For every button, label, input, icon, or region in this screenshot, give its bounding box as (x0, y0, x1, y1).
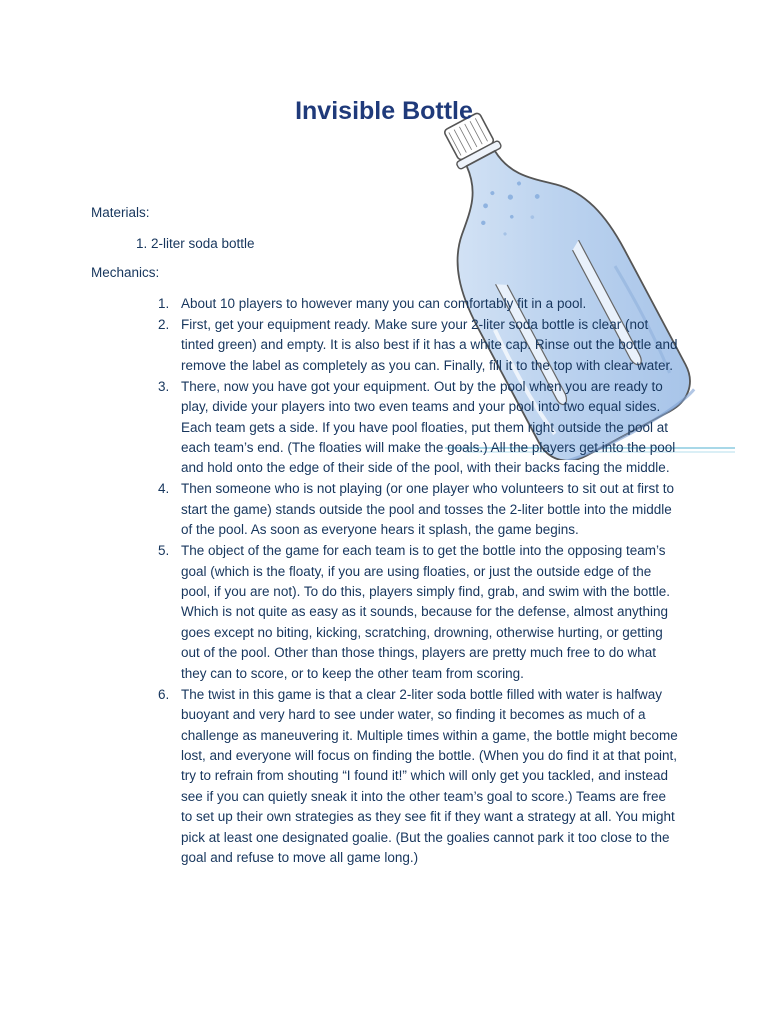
document-title: Invisible Bottle (295, 97, 473, 125)
materials-heading: Materials: (91, 205, 150, 220)
item-text: There, now you have got your equipment. Out by the pool when you are ready to play, divide your players into two even teams and your pool into two equal sides. Each team gets a side. If you have pool floaties, put them right outside the pool at each team’s end. (The floaties will make the goals.) All the players get into the pool and hold onto the edge of their side of the pool, with their backs facing the middle. (181, 378, 676, 476)
mechanics-item (0, 294, 678, 314)
mechanics-item (0, 377, 678, 479)
mechanics-list (0, 294, 768, 869)
item-number: 6. (158, 686, 170, 702)
item-number: 5. (158, 543, 170, 559)
mechanics-heading: Mechanics: (91, 265, 160, 280)
item-number: 3. (158, 378, 170, 394)
item-number: 2. (158, 317, 170, 332)
item-text: The twist in this game is that a clear 2-liter soda bottle filled with water is halfway buoyant and very hard to see under water, so finding it becomes as much of a challenge as maneuvering it. Multiple times within a game, the bottle might become lost, and everyone will focus on finding the bottle. (When you do find it at that point, try to refrain from shouting “I found it!” which will only get you tackled, and instead see if you can quietly sneak it into the other team’s goal to score.) Teams are free to set up their own strategies as they see fit if they want a strategy at all. You might pick at least one designated goalie. (But the goalies cannot park it too close to the goal and refuse to move all game long.) (181, 686, 678, 865)
item-number: 4. (158, 481, 170, 497)
materials-item: 1. 2-liter soda bottle (136, 236, 255, 251)
mechanics-item (0, 479, 678, 540)
item-text: First, get your equipment ready. Make sure your 2-liter soda bottle is clear (not tinted green) and empty. It is also best if it has a white cap. Rinse out the bottle and remove the label as completely as you can. Finally, fill it to the top with clear water. (181, 317, 678, 373)
mechanics-item (0, 541, 678, 684)
item-text: About 10 players to however many you can comfortably fit in a pool. (181, 296, 587, 311)
mechanics-item (0, 315, 678, 376)
item-text: Then someone who is not playing (or one player who volunteers to sit out at first to start the game) stands outside the pool and tosses the 2-liter bottle into the middle of the pool. As soon as everyone hears it splash, the game begins. (181, 481, 675, 538)
mechanics-item (0, 685, 678, 869)
item-number: 1. (158, 296, 170, 311)
item-text: The object of the game for each team is to get the bottle into the opposing team’s goal (which is the floaty, if you are using floaties, or just the outside edge of the pool, if you are not). To do this, players simply find, grab, and swim with the bottle. Which is not quite as easy as it sounds, because for the defense, almost anything goes except no biting, kicking, scratching, drowning, otherwise hurting, or getting out of the pool. Other than those things, players are pretty much free to do what they can to score, or to keep the other team from scoring. (181, 543, 670, 681)
